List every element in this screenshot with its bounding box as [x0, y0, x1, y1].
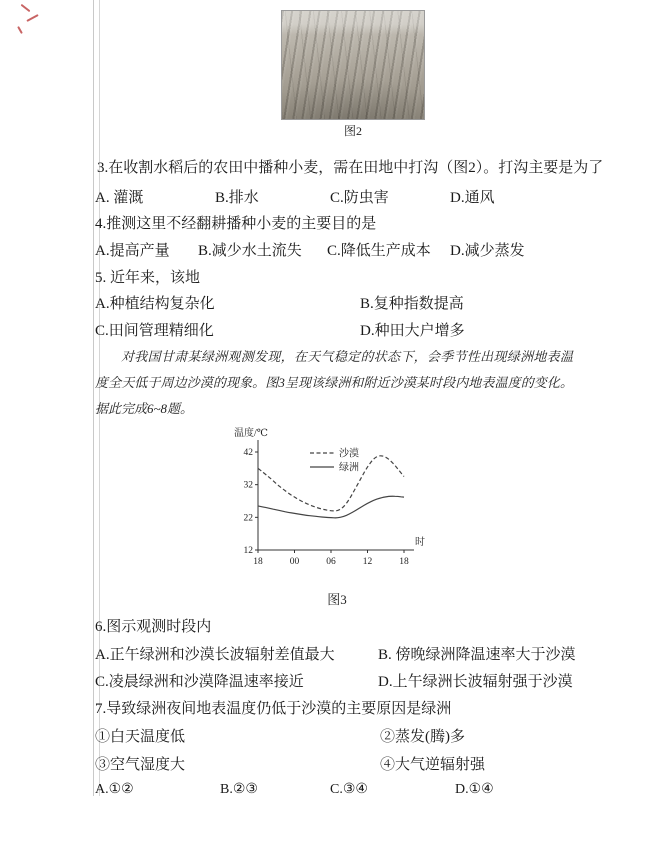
question-5-stem: 5. 近年来，该地 [95, 270, 201, 286]
svg-text:18: 18 [399, 557, 409, 567]
red-pen-mark [26, 14, 38, 22]
q3-option-c: C.防虫害 [330, 190, 389, 206]
red-pen-mark [17, 26, 23, 34]
q4-option-a: A.提高产量 [95, 243, 170, 259]
figure2-field-photo [281, 10, 425, 120]
q7-item-2: ②蒸发(腾)多 [380, 729, 465, 745]
svg-text:12: 12 [243, 546, 253, 556]
q6-option-d: D.上午绿洲长波辐射强于沙漠 [378, 674, 573, 690]
svg-text:00: 00 [289, 557, 300, 567]
figure2-caption: 图2 [343, 124, 362, 138]
q7-option-c: C.③④ [330, 782, 368, 797]
q4-option-c: C.降低生产成本 [327, 243, 431, 259]
q7-option-b: B.②③ [220, 782, 258, 797]
svg-text:12: 12 [362, 557, 373, 567]
margin-line-left [93, 0, 94, 796]
svg-text:18: 18 [253, 557, 263, 567]
q4-option-d: D.减少蒸发 [450, 243, 525, 259]
svg-text:温度/℃: 温度/℃ [234, 428, 268, 439]
q3-option-a: A. 灌溉 [95, 190, 144, 206]
q5-option-b: B.复种指数提高 [360, 296, 464, 312]
q7-item-3: ③空气湿度大 [95, 757, 186, 773]
q7-option-d: D.①④ [455, 782, 494, 797]
q6-option-c: C.凌晨绿洲和沙漠降温速率接近 [95, 674, 304, 690]
question-7-stem: 7.导致绿洲夜间地表温度仍低于沙漠的主要原因是绿洲 [95, 701, 452, 717]
q3-option-b: B.排水 [215, 190, 259, 206]
svg-text:绿洲: 绿洲 [339, 462, 359, 474]
question-3-stem: 3.在收割水稻后的农田中播种小麦，需在田地中打沟（图2）。打沟主要是为了 [97, 160, 604, 176]
svg-text:22: 22 [243, 513, 253, 524]
figure3-caption: 图3 [327, 592, 347, 607]
svg-text:42: 42 [243, 448, 253, 458]
q7-option-a: A.①② [95, 782, 134, 797]
q5-option-a: A.种植结构复杂化 [95, 296, 215, 312]
question-6-stem: 6.图示观测时段内 [95, 619, 212, 635]
red-pen-mark [21, 4, 31, 12]
q7-item-4: ④大气逆辐射强 [380, 757, 486, 773]
q5-option-d: D.种田大户增多 [360, 323, 465, 339]
q3-option-d: D.通风 [450, 190, 495, 206]
question-4-stem: 4.推测这里不经翻耕播种小麦的主要目的是 [95, 216, 377, 232]
svg-text:时: 时 [415, 537, 425, 548]
figure3-chart [222, 420, 452, 580]
q7-item-1: ①白天温度低 [95, 729, 186, 745]
svg-text:沙漠: 沙漠 [339, 448, 359, 460]
svg-text:32: 32 [243, 480, 253, 491]
q6-option-b: B. 傍晚绿洲降温速率大于沙漠 [378, 647, 576, 663]
svg-text:06: 06 [326, 557, 336, 567]
q5-option-c: C.田间管理精细化 [95, 323, 214, 339]
passage-oasis-desert: 对我国甘肃某绿洲观测发现，在天气稳定的状态下，会季节性出现绿洲地表温度全天低于周边沙漠的现象。图3呈现该绿洲和附近沙漠某时段内地表温度的变化。据此完成6~8题。 [95, 349, 573, 416]
photo-shading [282, 11, 424, 119]
q6-option-a: A.正午绿洲和沙漠长波辐射差值最大 [95, 647, 335, 663]
q4-option-b: B.减少水土流失 [198, 243, 302, 259]
